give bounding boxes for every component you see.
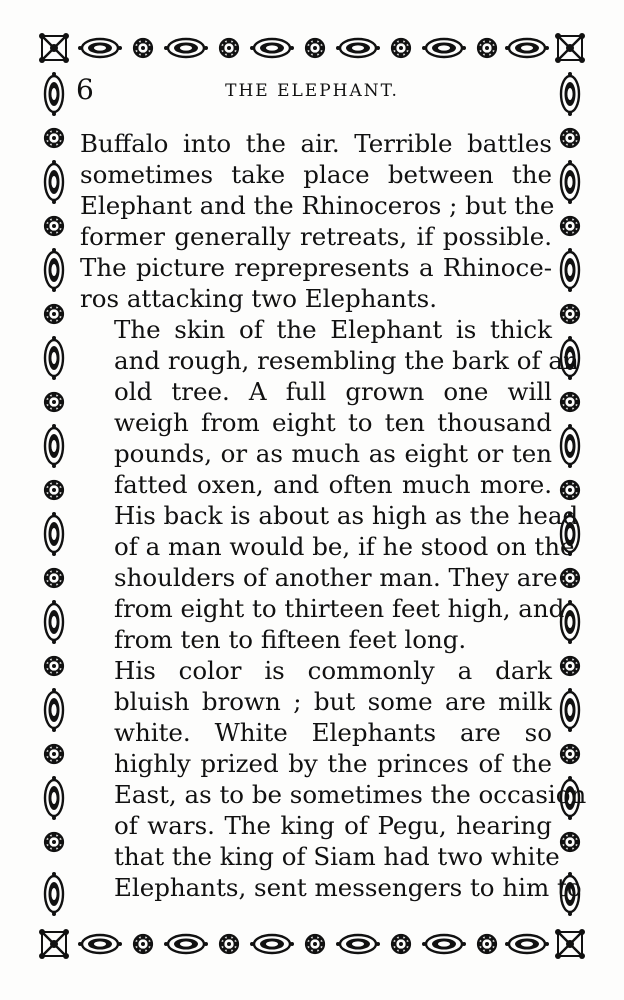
text-line: bluish brown ; but some are milk [114,687,552,716]
text-line: that the king of Siam had two white [114,842,560,871]
text-line: Elephants, sent messengers to him to [114,873,582,902]
text-line: fatted oxen, and often much more. [114,470,552,499]
text-line: of wars. The king of Pegu, hearing [114,811,552,840]
text-line: shoulders of another man. They are [114,563,558,592]
text-line: old tree. A full grown one will [114,377,552,406]
text-line: from eight to thirteen feet high, and [114,594,565,623]
text-line: weigh from eight to ten thousand [114,408,552,437]
text-line: white. White Elephants are so [114,718,552,747]
text-line: ros attacking two Elephants. [80,284,438,313]
page-header [72,72,552,108]
text-line: pounds, or as much as eight or ten [114,439,552,468]
body-text [80,128,587,903]
text-line: and rough, resembling the bark of an [114,346,579,375]
page-number: 6 [76,73,94,106]
text-line: highly prized by the princes of the [114,749,552,778]
paragraph-2 [80,314,579,655]
text-line: The picture reprepresents a Rhinoce- [80,253,552,282]
paragraph-3 [80,655,587,903]
text-line: The skin of the Elephant is thick [114,315,552,344]
running-title: THE ELEPHANT. [225,81,399,101]
text-line: East, as to be sometimes the occasion [114,780,587,809]
text-line: Buffalo into the air. Terrible battles [80,129,552,158]
text-line: former generally retreats, if possible. [80,222,552,251]
text-line: from ten to fifteen feet long. [114,625,467,654]
text-line: His back is about as high as the head [114,501,579,530]
text-line: Elephant and the Rhinoceros ; but the [80,191,555,220]
text-line: His color is commonly a dark [114,656,552,685]
text-line: of a man would be, if he stood on the [114,532,575,561]
text-line: sometimes take place between the [80,160,552,189]
paragraph-1 [80,128,555,314]
